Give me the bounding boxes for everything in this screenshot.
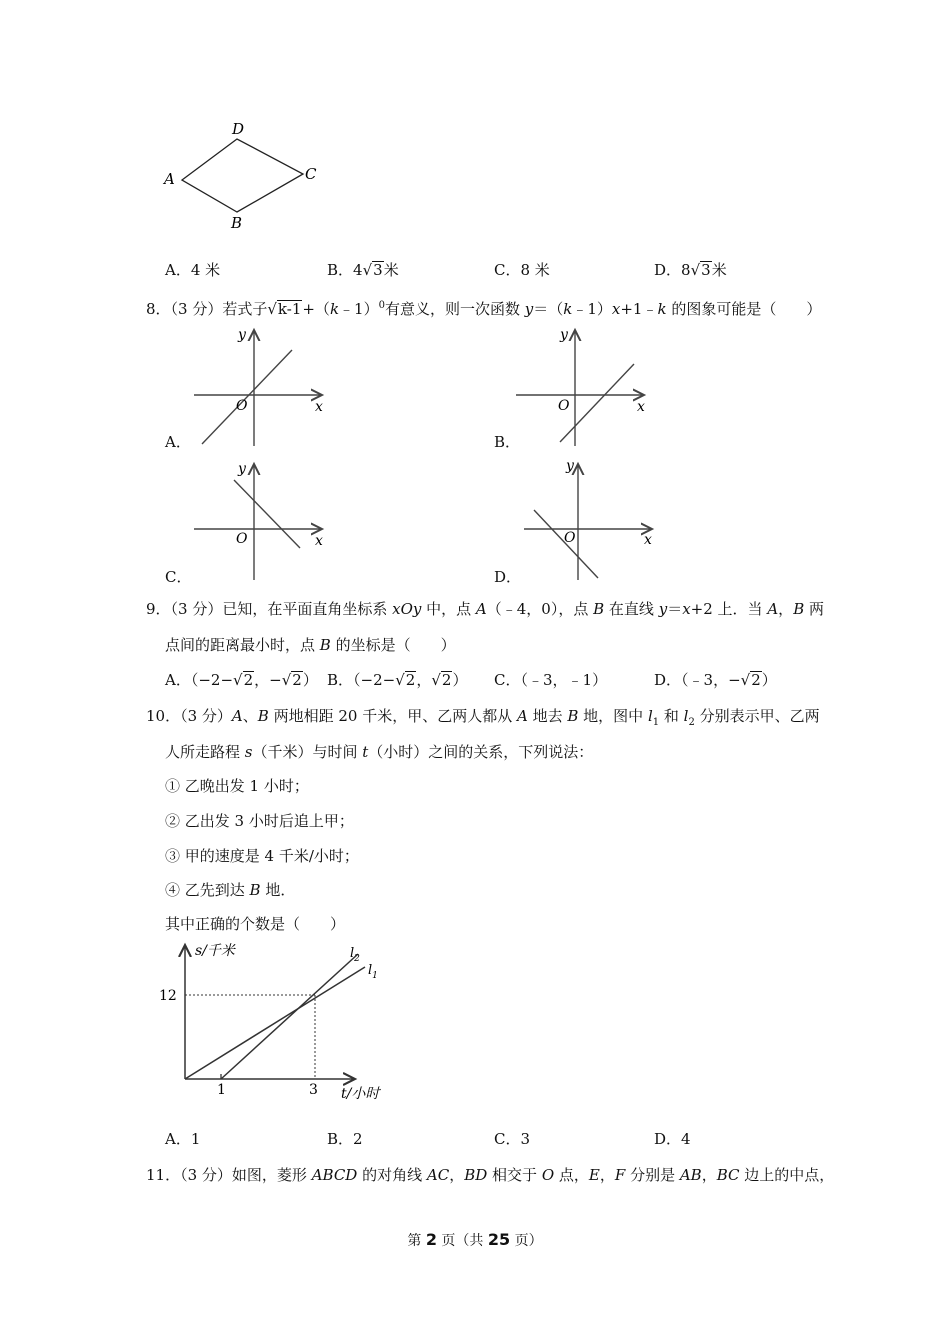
svg-text:y: y xyxy=(560,327,568,343)
svg-text:O: O xyxy=(236,398,248,414)
q10-statement-1: ① 乙晚出发 1 小时； xyxy=(165,777,309,795)
q9-stem-line1: 9．（3 分）已知，在平面直角坐标系 xOy 中，点 A（﹣4，0），点 B 在直线 y＝x+2 上．当 A，B 两 xyxy=(146,600,824,618)
line-l2-label: $l_2$ xyxy=(350,946,360,964)
label-D: D xyxy=(232,120,245,138)
q10-graph xyxy=(155,938,395,1108)
q11-stem: 11．（3 分）如图，菱形 ABCD 的对角线 AC，BD 相交于 O 点，E，F 分别是 AB，BC 边上的中点， xyxy=(146,1166,835,1184)
q10-option-c: C．3 xyxy=(494,1130,531,1148)
q7-option-c: C．8 米 xyxy=(494,261,550,279)
q10-stem-line2: 人所走路程 s（千米）与时间 t（小时）之间的关系，下列说法： xyxy=(165,743,594,761)
svg-text:y: y xyxy=(238,327,246,343)
svg-text:O: O xyxy=(558,398,570,414)
svg-text:s/千米: s/千米 xyxy=(195,943,235,959)
svg-text:12: 12 xyxy=(159,988,177,1004)
q10-option-a: A．1 xyxy=(165,1130,201,1148)
q8-graph-b xyxy=(512,322,657,450)
q9-stem-line2: 点间的距离最小时，点 B 的坐标是（ ） xyxy=(165,636,456,654)
line-l1-label: $l_1$ xyxy=(368,963,378,981)
svg-text:O: O xyxy=(236,531,248,547)
q8-graph-d xyxy=(520,456,665,584)
q7-option-a: A．4 米 xyxy=(165,261,221,279)
q10-stem-line1: 10．（3 分）A、B 两地相距 20 千米，甲、乙两人都从 A 地去 B 地，图中 $l_1$ 和 $l_2$ 分别表示甲、乙两 xyxy=(146,707,820,728)
rhombus-diagram xyxy=(160,118,330,233)
q8-option-b: B． xyxy=(494,433,521,451)
q8-option-c: C． xyxy=(165,568,192,586)
svg-text:x: x xyxy=(315,399,323,415)
q9-option-a: A．（−2−√2，−√2） xyxy=(165,671,318,689)
svg-text:x: x xyxy=(315,533,323,549)
q10-option-b: B．2 xyxy=(327,1130,363,1148)
label-C: C xyxy=(305,165,317,183)
q8-stem: 8．（3 分）若式子√k-1+（k﹣1）$^0$有意义，则一次函数 y＝（k﹣1）x+1﹣k 的图象可能是（ ） xyxy=(146,300,822,318)
svg-text:y: y xyxy=(566,458,574,474)
q7-option-d: D．8√3米 xyxy=(654,261,727,279)
q8-option-a: A． xyxy=(165,433,191,451)
q9-option-c: C．（﹣3，﹣1） xyxy=(494,671,608,689)
svg-text:1: 1 xyxy=(217,1082,226,1098)
svg-text:x: x xyxy=(644,532,652,548)
svg-text:x: x xyxy=(637,399,645,415)
svg-text:O: O xyxy=(564,530,576,546)
q10-statement-3: ③ 甲的速度是 4 千米/小时； xyxy=(165,847,359,865)
q9-option-b: B．（−2−√2，√2） xyxy=(327,671,468,689)
q9-option-d: D．（﹣3，−√2） xyxy=(654,671,777,689)
page-footer: 第 2 页（共 25 页） xyxy=(407,1230,543,1249)
svg-text:t/小时: t/小时 xyxy=(341,1086,380,1102)
label-B: B xyxy=(231,214,243,232)
q10-option-d: D．4 xyxy=(654,1130,691,1148)
svg-text:3: 3 xyxy=(309,1082,318,1098)
label-A: A xyxy=(164,170,175,188)
q10-question: 其中正确的个数是（ ） xyxy=(165,915,346,933)
q7-option-b: B．4√3米 xyxy=(327,261,399,279)
q10-statement-4: ④ 乙先到达 B 地． xyxy=(165,881,296,899)
q8-graph-c xyxy=(190,456,335,584)
q10-statement-2: ② 乙出发 3 小时后追上甲； xyxy=(165,812,354,830)
q8-graph-a xyxy=(190,322,335,450)
q8-option-d: D． xyxy=(494,568,522,586)
svg-text:y: y xyxy=(238,461,246,477)
